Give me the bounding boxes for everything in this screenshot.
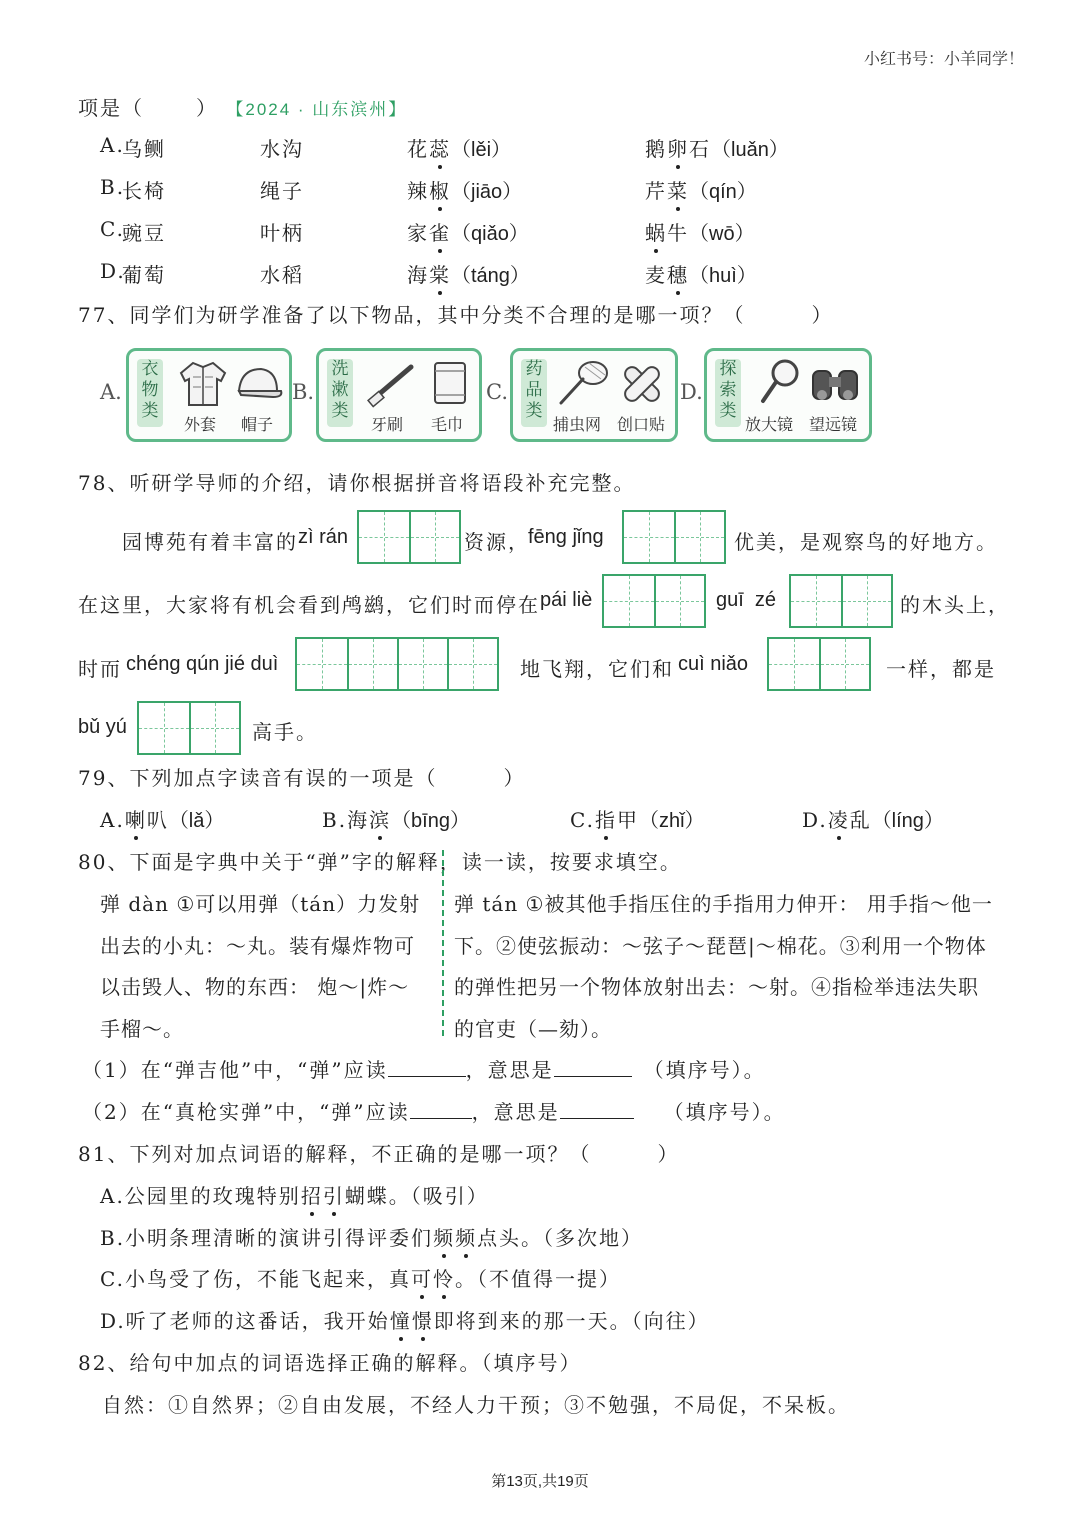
q77-card-c-item1: 捕虫网 xyxy=(553,415,602,434)
q81-dotted-char: 招 xyxy=(301,1180,323,1209)
q76-word-3 xyxy=(407,133,511,162)
q76-word-3-dotted: 棠 xyxy=(429,259,451,288)
q78-pinyin-ziran: zì rán xyxy=(298,526,349,548)
q76-word-4 xyxy=(645,217,755,246)
q76-word-4 xyxy=(645,259,757,288)
q76-option-letter: D. xyxy=(100,259,126,283)
q78-pinyin-buyu: bǔ yú xyxy=(78,716,127,738)
q76-word-1: 乌鲗 xyxy=(122,137,166,161)
q79-option-dotted: 凌 xyxy=(828,804,850,833)
q79-option-post: 乱 xyxy=(849,808,872,832)
q77-card-c-category: 药 品 类 xyxy=(521,359,547,427)
q79-option-dotted: 指 xyxy=(595,804,617,833)
q76-word-2: 绳子 xyxy=(260,179,304,203)
dictionary-entry-dan-line: 弹 dàn ①可以用弹（tán）力发射 xyxy=(100,892,421,916)
q81-option-pre: D.听了老师的这番话，我开始 xyxy=(100,1309,390,1333)
q77-question: 77、同学们为研学准备了以下物品，其中分类不合理的是哪一项？（ ） xyxy=(78,303,834,327)
towel-icon xyxy=(429,357,471,409)
binoculars-icon xyxy=(809,359,861,407)
q77-card-a-item2: 帽子 xyxy=(241,415,274,434)
q76-word-2: 水稻 xyxy=(260,263,304,287)
q77-card-d xyxy=(704,348,872,442)
q76-word-4-post: 牛 xyxy=(667,221,689,245)
q76-word-3-pre: 花 xyxy=(407,137,429,161)
q76-word-1: 豌豆 xyxy=(122,221,166,245)
q76-word-4-pre: 麦 xyxy=(645,263,667,287)
q81-option-dotted-word xyxy=(390,1309,434,1333)
q77-card-b-item2: 毛巾 xyxy=(431,415,464,434)
q78-line2-b: 的木头上， xyxy=(900,593,1010,617)
q76-word-1: 葡萄 xyxy=(122,263,166,287)
answer-blank-sub2-reading[interactable] xyxy=(410,1098,472,1119)
q81-option-dotted-word xyxy=(433,1226,477,1250)
q76-word-3-pre: 家 xyxy=(407,221,429,245)
magnifier-icon xyxy=(757,357,803,409)
q76-word-3 xyxy=(407,175,522,204)
q79-option-pinyin: （lǎ） xyxy=(168,810,225,832)
q76-word-2: 水沟 xyxy=(260,137,304,161)
q79-option-letter: A. xyxy=(100,808,125,832)
q79-option-letter: D. xyxy=(802,808,828,832)
q77-option-a-letter: A. xyxy=(100,380,122,404)
q77-option-b-letter: B. xyxy=(292,380,315,404)
q76-word-3 xyxy=(407,217,529,246)
q76-word-4 xyxy=(645,175,757,204)
q78-line1-b: 资源， xyxy=(464,530,530,554)
q76-word-4-dotted: 卵 xyxy=(667,133,689,162)
q76-word-4-pinyin: （qín） xyxy=(689,181,757,203)
answer-blank-sub1-meaning[interactable] xyxy=(554,1056,632,1077)
q79-question: 79、下列加点字读音有误的一项是（ ） xyxy=(78,766,526,790)
q76-word-3 xyxy=(407,259,530,288)
q76-source-tag: 【2024 · 山东滨州】 xyxy=(226,100,408,119)
q76-word-4-pre: 鹅 xyxy=(645,137,667,161)
answer-grid-ziran[interactable] xyxy=(357,510,461,564)
q76-word-3-pinyin: （lěi） xyxy=(451,139,512,161)
q79-option-letter: B. xyxy=(322,808,348,832)
q76-word-3-dotted: 椒 xyxy=(429,175,451,204)
answer-blank-sub1-reading[interactable] xyxy=(388,1056,466,1077)
dictionary-entry-dan-line: 出去的小丸：～丸。装有爆炸物可 xyxy=(100,934,415,958)
q81-option xyxy=(100,1305,710,1334)
page-number: 第13页,共19页 xyxy=(491,1473,589,1490)
q81-question: 81、下列对加点词语的解释，不正确的是哪一项？（ ） xyxy=(78,1142,680,1166)
q78-line3-a: 时而 xyxy=(78,657,122,681)
q81-dotted-char: 频 xyxy=(433,1222,455,1251)
q76-option-letter: A. xyxy=(100,133,125,157)
q81-option-dotted-word xyxy=(411,1267,455,1291)
q76-word-1: 长椅 xyxy=(122,179,166,203)
watermark: 小红书号：小羊同学！ xyxy=(863,51,1024,68)
q79-option-pinyin: （zhǐ） xyxy=(638,810,705,832)
dictionary-entry-tan-line: 的官吏（—劾）。 xyxy=(454,1017,612,1041)
q78-line4: 高手。 xyxy=(252,720,318,744)
q79-option-pre: 海 xyxy=(347,808,370,832)
q80-sub1: （1）在“弹吉他”中，“弹”应读 ，意思是 （填序号）。 xyxy=(82,1058,766,1082)
q76-intro: 项是（ xyxy=(78,96,144,120)
q76-word-3-pinyin: （jiāo） xyxy=(451,181,523,203)
q79-option xyxy=(802,804,944,833)
q76-word-2: 叶柄 xyxy=(260,221,304,245)
q81-option-post: 。（不值得一提） xyxy=(454,1267,621,1291)
q76-word-4-dotted: 蜗 xyxy=(645,217,667,246)
q81-option-post: 点头。（多次地） xyxy=(477,1226,644,1250)
q76-intro-close: ） xyxy=(196,96,218,120)
answer-grid-pailie[interactable] xyxy=(602,574,706,628)
q78-pinyin-pailie: pái liè xyxy=(540,589,593,611)
q81-option-pre: C.小鸟受了伤，不能飞起来，真 xyxy=(100,1267,411,1291)
q76-option-letter: B. xyxy=(100,175,126,199)
q76-word-4-dotted: 菜 xyxy=(667,175,689,204)
q79-option xyxy=(322,804,470,833)
q78-line2-a: 在这里，大家将有机会看到鸬鹚，它们时而停在 xyxy=(78,593,540,617)
q76-word-3-pinyin: （táng） xyxy=(451,265,530,287)
q76-option-letter: C. xyxy=(100,217,125,241)
answer-grid-buyu[interactable] xyxy=(137,701,241,755)
q78-question: 78、听研学导师的介绍，请你根据拼音将语段补充完整。 xyxy=(78,471,636,495)
q76-word-4 xyxy=(645,133,789,162)
answer-blank-sub2-meaning[interactable] xyxy=(560,1098,634,1119)
q76-word-3-pinyin: （qiǎo） xyxy=(451,223,529,245)
q79-option-dotted: 滨 xyxy=(369,804,391,833)
q81-option-post: 蝴蝶。（吸引） xyxy=(344,1184,489,1208)
dictionary-divider xyxy=(442,850,444,1036)
q76-word-4-pinyin: （wō） xyxy=(689,223,755,245)
q79-option-post: 叭 xyxy=(146,808,169,832)
q76-word-4-post: 石 xyxy=(689,137,711,161)
dictionary-entry-tan-line: 的弹性把另一个物体放射出去：～射。④指检举违法失职 xyxy=(454,975,979,999)
q81-dotted-char: 引 xyxy=(323,1180,345,1209)
q76-word-4-pinyin: （luǎn） xyxy=(711,139,789,161)
q79-option xyxy=(570,804,705,833)
q76-word-4-pinyin: （huì） xyxy=(689,265,757,287)
bandage-icon xyxy=(617,359,667,409)
q77-card-c-item2: 创口贴 xyxy=(617,415,666,434)
q78-line1-c: 优美，是观察鸟的好地方。 xyxy=(734,530,998,554)
q81-option-post: 即将到来的那一天。（向往） xyxy=(433,1309,710,1333)
q77-card-a xyxy=(126,348,292,442)
q81-dotted-char: 憬 xyxy=(412,1305,434,1334)
q79-option-pinyin: （líng） xyxy=(871,810,944,832)
q76-word-3-dotted: 蕊 xyxy=(429,133,451,162)
q79-option-dotted: 喇 xyxy=(125,804,147,833)
q77-card-b xyxy=(316,348,482,442)
dictionary-entry-tan-line: 弹 tán ①被其他手指压住的手指用力伸开： 用手指～他一 xyxy=(454,892,993,916)
q81-dotted-char: 憧 xyxy=(390,1305,412,1334)
q78-pinyin-cuiniao: cuì niǎo xyxy=(678,653,749,675)
q82-definition: 自然：①自然界；②自由发展，不经人力干预；③不勉强，不局促，不呆板。 xyxy=(102,1393,850,1417)
cap-icon xyxy=(233,363,285,407)
q78-line3-b: 地飞翔，它们和 xyxy=(520,657,674,681)
q76-word-4-dotted: 穗 xyxy=(667,259,689,288)
q79-option-post: 甲 xyxy=(616,808,639,832)
q78-pinyin-guize: guī zé xyxy=(716,589,777,611)
q82-question: 82、给句中加点的词语选择正确的解释。（填序号） xyxy=(78,1351,582,1375)
q77-card-d-category: 探 索 类 xyxy=(715,359,741,427)
q81-option xyxy=(100,1263,621,1292)
q77-option-d-letter: D. xyxy=(680,380,703,404)
answer-grid-fengjing[interactable] xyxy=(622,510,726,564)
q76-word-3-pre: 辣 xyxy=(407,179,429,203)
q81-dotted-char: 可 xyxy=(411,1263,433,1292)
q81-option-pre: A.公园里的玫瑰特别 xyxy=(100,1184,301,1208)
q78-line3-c: 一样，都是 xyxy=(886,657,996,681)
q81-option-dotted-word xyxy=(301,1184,345,1208)
q76-word-4-pre: 芹 xyxy=(645,179,667,203)
q79-option xyxy=(100,804,224,833)
q77-option-c-letter: C. xyxy=(486,380,508,404)
answer-grid-cuiniao[interactable] xyxy=(767,637,871,691)
q81-option xyxy=(100,1222,643,1251)
q77-card-c xyxy=(510,348,678,442)
q78-line1-a: 园博苑有着丰富的 xyxy=(122,530,298,554)
q77-card-d-item1: 放大镜 xyxy=(745,415,794,434)
dictionary-entry-dan-line: 手榴～。 xyxy=(100,1017,184,1041)
q77-card-a-item1: 外套 xyxy=(184,415,217,434)
toothbrush-icon xyxy=(365,359,419,409)
q78-pinyin-fengjing: fēng jǐng xyxy=(528,526,604,548)
q81-dotted-char: 频 xyxy=(455,1222,477,1251)
q76-intro-line xyxy=(78,92,407,121)
q78-pinyin-chengqun: chéng qún jié duì xyxy=(126,653,279,675)
q76-word-3-dotted: 雀 xyxy=(429,217,451,246)
q76-word-3-pre: 海 xyxy=(407,263,429,287)
q80-sub2: （2）在“真枪实弹”中，“弹”应读 ，意思是 （填序号）。 xyxy=(82,1100,786,1124)
q79-option-pinyin: （bīng） xyxy=(391,810,470,832)
q79-option-letter: C. xyxy=(570,808,595,832)
q77-card-d-item2: 望远镜 xyxy=(809,415,858,434)
q80-question: 80、下面是字典中关于“弹”字的解释，读一读，按要求填空。 xyxy=(78,850,682,874)
jacket-icon xyxy=(177,357,229,409)
q77-card-b-category: 洗 漱 类 xyxy=(327,359,353,427)
q81-option-pre: B.小明条理清晰的演讲引得评委们 xyxy=(100,1226,434,1250)
q77-card-a-category: 衣 物 类 xyxy=(137,359,163,427)
q81-dotted-char: 怜 xyxy=(433,1263,455,1292)
dictionary-entry-dan-line: 以击毁人、物的东西： 炮～|炸～ xyxy=(100,975,410,999)
answer-grid-guize[interactable] xyxy=(789,574,893,628)
dictionary-entry-tan-line: 下。②使弦振动：～弦子～琵琶|～棉花。③利用一个物体 xyxy=(454,934,987,958)
bug-net-icon xyxy=(555,357,611,409)
answer-grid-chengqun[interactable] xyxy=(295,637,499,691)
q81-option xyxy=(100,1180,489,1209)
q77-card-b-item1: 牙刷 xyxy=(371,415,404,434)
